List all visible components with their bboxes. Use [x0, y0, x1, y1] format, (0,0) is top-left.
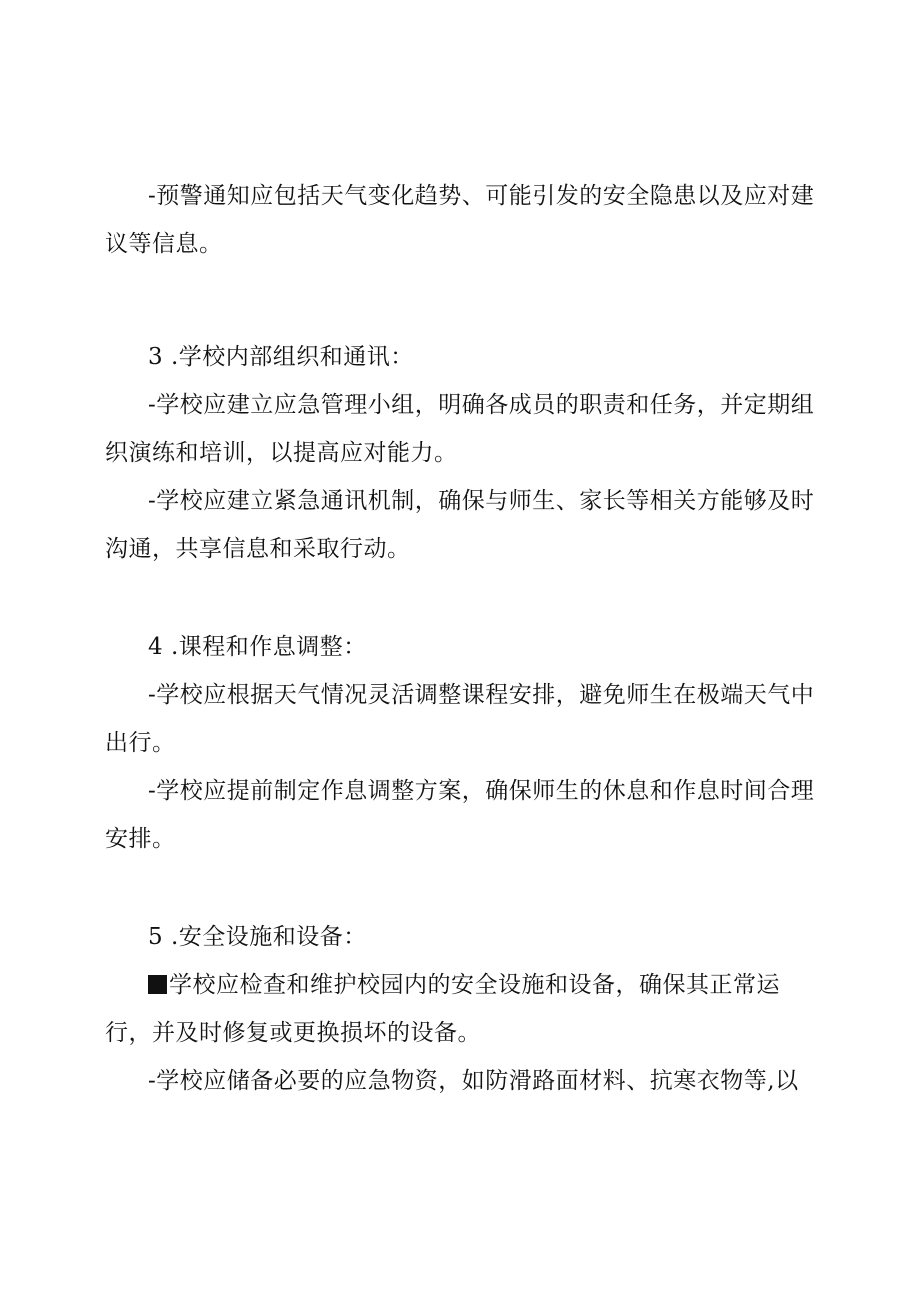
black-square-bullet-icon	[148, 975, 167, 994]
section-5-bullet1-text: 学校应检查和维护校园内的安全设施和设备，确保其正常运	[169, 972, 780, 998]
section-3-bullet2-line2: 沟通，共享信息和采取行动。	[105, 536, 411, 562]
section-3-bullet1-line1: -学校应建立应急管理小组，明确各成员的职责和任务，并定期组	[148, 392, 815, 418]
section-4-heading: 4 .课程和作息调整：	[148, 634, 367, 660]
section-5-heading: 5 .安全设施和设备：	[148, 924, 367, 950]
section-4-bullet1-line2: 出行。	[105, 730, 176, 756]
section-4-bullet1-line1: -学校应根据天气情况灵活调整课程安排，避免师生在极端天气中	[148, 682, 815, 708]
section-3-heading: 3 .学校内部组织和通讯：	[148, 344, 414, 370]
section-4-bullet2-line2: 安排。	[105, 826, 176, 852]
section-5-bullet1-line2: 行，并及时修复或更换损坏的设备。	[105, 1020, 481, 1046]
section-4-bullet2-line1: -学校应提前制定作息调整方案，确保师生的休息和作息时间合理	[148, 778, 815, 804]
section-5-bullet2-line1: -学校应储备必要的应急物资，如防滑路面材料、抗寒衣物等,以	[148, 1068, 799, 1094]
paragraph-warning-line1: -预警通知应包括天气变化趋势、可能引发的安全隐患以及应对建	[148, 183, 815, 209]
section-5-bullet1-line1	[148, 970, 780, 1000]
section-3-bullet2-line1: -学校应建立紧急通讯机制，确保与师生、家长等相关方能够及时	[148, 488, 815, 514]
paragraph-warning-line2: 议等信息。	[105, 231, 223, 257]
section-3-bullet1-line2: 织演练和培训，以提高应对能力。	[105, 440, 458, 466]
